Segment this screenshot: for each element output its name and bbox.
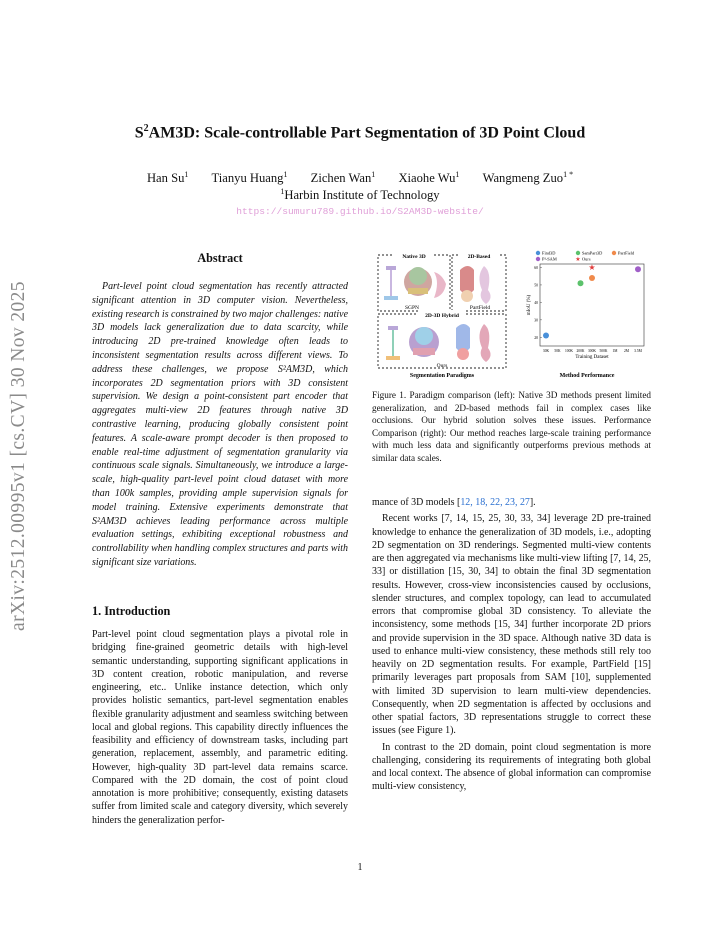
legend-marker <box>536 257 540 261</box>
paper-title <box>60 123 660 142</box>
based-objects <box>460 266 491 304</box>
title-prefix: S <box>134 124 144 142</box>
abstract-heading: Abstract <box>197 251 243 265</box>
legend-label: Ours <box>582 256 591 262</box>
x-tick-label: 2M <box>624 349 629 353</box>
abstract-body <box>92 280 348 570</box>
x-tick-label: 300K <box>588 349 596 353</box>
right-para-2: In contrast to the 2D domain, point cloud segmentation is more challenging, considering its requirements of integrating both global and local context. The absence of global information can compromise multi-view consistency, <box>372 741 651 793</box>
author: Tianyu Huang$^1$ <box>211 170 288 186</box>
ours-label: Ours <box>436 363 448 369</box>
data-point <box>543 333 549 339</box>
title-superscript: 2 <box>143 123 149 134</box>
author-list <box>60 170 660 186</box>
x-tick-label: 200K <box>576 349 585 353</box>
legend-label: SamPart3D <box>582 250 603 256</box>
intro-body <box>92 628 348 827</box>
legend-label: Find3D <box>542 250 556 256</box>
hybrid-label: 2D-3D Hybrid <box>425 313 459 319</box>
citation-link[interactable]: 12, 18, 22, 23, 27 <box>460 497 530 508</box>
right-column-body <box>372 496 651 794</box>
legend-marker <box>612 251 616 255</box>
arxiv-side-label: arXiv:2512.00995v1 [cs.CV] 30 Nov 2025 <box>8 281 29 631</box>
intro-heading: 1. Introduction <box>92 604 171 618</box>
x-tick-label: 500K <box>599 349 608 353</box>
author: Xiaohe Wu$^1$ <box>398 170 460 186</box>
y-tick-label: 40 <box>534 300 538 305</box>
right-para-0: mance of 3D models [12, 18, 22, 23, 27]. <box>372 497 536 508</box>
data-point <box>635 266 641 272</box>
sgpn-label: SGPN <box>404 305 420 311</box>
x-tick-label: 1M <box>612 349 618 353</box>
native-objects <box>384 266 446 300</box>
figure-graphic <box>372 250 656 380</box>
data-point-star: ★ <box>588 263 596 273</box>
legend-label: PartField <box>618 250 635 256</box>
x-tick-label: 50K <box>554 349 561 353</box>
y-axis-label: mIoU (%) <box>527 294 532 316</box>
performance-chart <box>527 251 644 360</box>
legend-label: P³-SAM <box>542 256 557 262</box>
x-tick-label: 3.5M <box>634 349 642 353</box>
data-point <box>589 275 595 281</box>
legend-marker <box>536 251 540 255</box>
partfield-label: PartField <box>469 305 491 311</box>
method-performance-footer: Method Performance <box>559 373 615 379</box>
intro-text: Part-level point cloud segmentation plays a pivotal role in bridging fine-grained geometric details with high-level semantic understanding, supporting significant applications in 3D content creation, robotic manipulation, and reverse engineering, etc.. Unlike instance detection, which only provides holistic semantics, part-level segmentation enables flexible granularity adjustment and seamless switching between local and global regions. This capability directly influences the feasibility and efficiency of downstream tasks, including part generation, replacement, assembly, and parametric editing. However, high-quality 3D part-level data remains scarce. Compared with the 2D domain, the cost of point cloud annotation is more prohibitive; consequently, existing datasets suffer from limited scale and category diversity, which severely hinders the generalization perfor- <box>92 629 348 826</box>
author: Zichen Wan$^1$ <box>310 170 376 186</box>
x-tick-label: 30K <box>542 349 550 353</box>
y-tick-label: 50 <box>534 283 538 288</box>
project-url-link[interactable]: https://sumuru789.github.io/S2AM3D-website/ <box>236 206 484 217</box>
native-label: Native 3D <box>402 254 426 260</box>
legend-star-icon: ★ <box>575 257 581 263</box>
page-number: 1 <box>357 862 363 873</box>
y-tick-label: 20 <box>534 335 538 340</box>
author: Han Su$^1$ <box>146 170 189 186</box>
based-label: 2D-Based <box>467 254 491 260</box>
x-axis-label: Training Dataset <box>575 355 609 360</box>
affiliation: $^1$Harbin Institute of Technology <box>280 187 440 203</box>
figure-caption <box>372 389 651 464</box>
paradigms-footer: Segmentation Paradigms <box>409 373 475 379</box>
y-tick-label: 30 <box>534 318 538 323</box>
abstract-text: Part-level point cloud segmentation has recently attracted significant attention in 3D computer vision. Nevertheless, existing research is constrained by two major challenges: native 3D models lack generalization due to data scarcity, while introducing 2D pre-trained knowledge often leads to inconsistent segmentation results across different views. To address these challenges, we propose S²AM3D, which incorporates 2D segmentation priors with 3D consistent supervision. We design a point-consistent part encoder that aggregates multi-view 2D features through native 3D contrastive learning, producing globally consistent point features. A scale-aware prompt decoder is then proposed to enable real-time adjustment of segmentation granularity via continuous scale signals. Simultaneously, we introduce a large-scale, high-quality part-level point cloud dataset with more than 100k samples, providing ample supervision signals for model training. Extensive experiments demonstrate that S²AM3D achieves leading performance across multiple evaluation settings, exhibiting exceptional robustness and controllability when handling complex structures and parts with significant size variations. <box>92 281 348 568</box>
data-point <box>578 280 584 286</box>
figure-1 <box>372 250 656 380</box>
right-para-1: Recent works [7, 14, 15, 25, 30, 33, 34] leverage 2D pre-trained knowledge to enhance the generalization of 3D models, i.e., adopting 2D segmentation on 3D renderings. Segmented multi-view contents are then aggregated via mechanisms like multi-view lifting [7, 14, 25, 33] or distillation [15, 30, 34] to obtain the final 3D segmentation results. However, cross-view inconsistencies caused by occlusions, slender structures, and complex topology, can lead to accumulated errors that compromise global 3D consistency. To alleviate the inconsistency, some methods [15, 34] further incorporate 2D priors and provide supervision in the 3D space. Although native 3D data is used to enhance multi-view consistency, these methods still rely too heavily on 2D segmentation results. For example, PartField [15] primarily leverages part proposals from SAM [10], supplemented with limited 3D supervision to learn multi-view dependencies. Consequently, when 2D segmentation is affected by occlusions and other spatial factors, 3D representations struggle to correct these issues (see Figure 1). <box>372 513 651 737</box>
figure-caption-text: Figure 1. Paradigm comparison (left): Native 3D methods present limited generalization, and 2D-based methods fail in complex cases like occlusions. Our hybrid solution solves these issues. Performance Comparison (right): Our method reaches large-scale training performance with much less data and significantly outperforms previous methods at similar data scales. <box>372 390 651 463</box>
y-tick-label: 60 <box>534 265 538 270</box>
title-rest: AM3D: Scale-controllable Part Segmentation of 3D Point Cloud <box>148 124 586 142</box>
legend-marker <box>576 251 580 255</box>
x-tick-label: 100K <box>565 349 573 353</box>
author: Wangmeng Zuo$^{1 *}$ <box>482 170 574 186</box>
hybrid-objects <box>386 324 491 362</box>
